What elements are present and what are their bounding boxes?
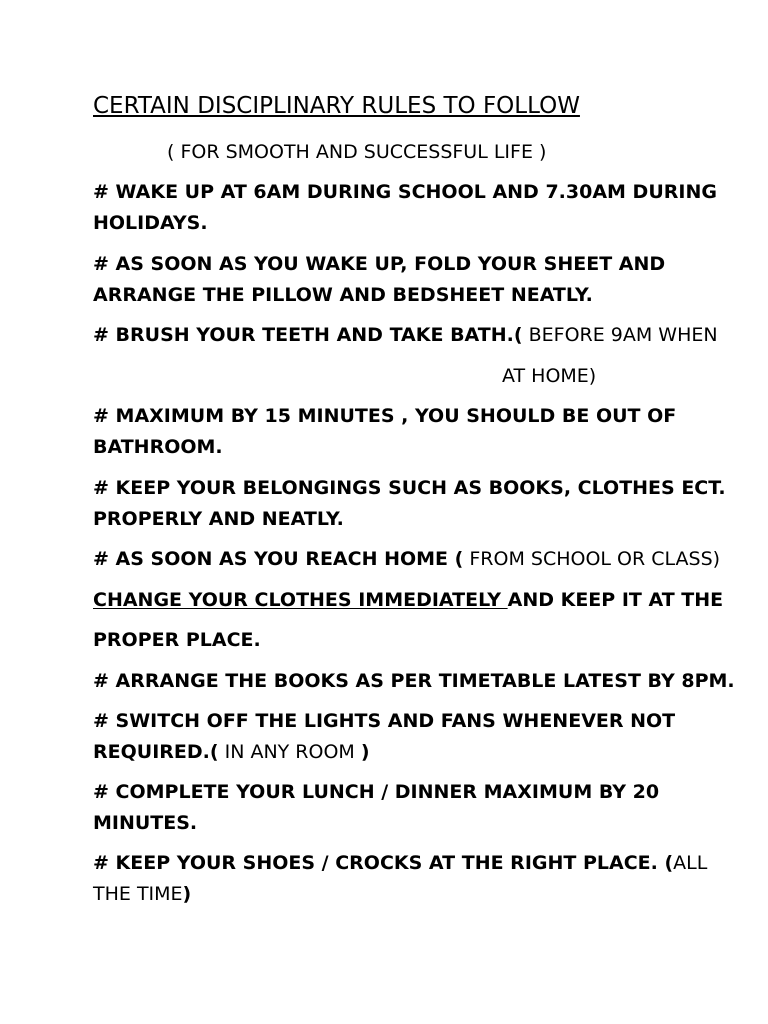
rule-3-bold-text: # BRUSH YOUR TEETH AND TAKE BATH.( [93,324,523,346]
rule-9-line-2: MINUTES. [93,812,198,834]
rule-3-line-1 [93,323,718,347]
document-subtitle: ( FOR SMOOTH AND SUCCESSFUL LIFE ) [167,141,547,163]
rule-2-line-1: # AS SOON AS YOU WAKE UP, FOLD YOUR SHEET AND [93,253,666,275]
rule-10-bold-text: # KEEP YOUR SHOES / CROCKS AT THE RIGHT PLACE. ( [93,852,674,874]
rule-6-normal-text: FROM SCHOOL OR CLASS) [463,548,721,570]
rule-5-line-1: # KEEP YOUR BELONGINGS SUCH AS BOOKS, CLOTHES ECT. [93,477,726,499]
rule-9-line-1: # COMPLETE YOUR LUNCH / DINNER MAXIMUM BY 20 [93,781,660,803]
rule-6-line-2 [93,588,723,612]
rule-10-bold-end: ) [182,883,192,905]
rule-8-line-1: # SWITCH OFF THE LIGHTS AND FANS WHENEVER NOT [93,710,676,732]
document-title: CERTAIN DISCIPLINARY RULES TO FOLLOW [93,93,580,119]
rule-7-line-1: # ARRANGE THE BOOKS AS PER TIMETABLE LATEST BY 8PM. [93,670,735,692]
rule-8-bold-text: REQUIRED.( [93,741,219,763]
rule-10-line-1 [93,851,707,875]
rule-4-line-1: # MAXIMUM BY 15 MINUTES , YOU SHOULD BE OUT OF [93,405,677,427]
rule-6-line-3: PROPER PLACE. [93,629,261,651]
rule-2-line-2: ARRANGE THE PILLOW AND BEDSHEET NEATLY. [93,284,593,306]
rule-6-line-1 [93,547,720,571]
rule-5-line-2: PROPERLY AND NEATLY. [93,508,344,530]
rule-3-line-2: AT HOME) [502,365,597,387]
rule-10-line-2 [93,882,191,906]
rule-6-bold-continuation: AND KEEP IT AT THE [507,589,724,611]
rule-1-line-1: # WAKE UP AT 6AM DURING SCHOOL AND 7.30AM DURING [93,181,717,203]
rule-10-normal-continuation: THE TIME [93,883,183,905]
rule-6-bold-text: # AS SOON AS YOU REACH HOME ( [93,548,464,570]
rule-1-line-2: HOLIDAYS. [93,212,208,234]
rule-8-bold-end: ) [360,741,370,763]
rule-8-normal-text: IN ANY ROOM [218,741,361,763]
rule-8-line-2 [93,740,370,764]
rule-6-underlined-text: CHANGE YOUR CLOTHES IMMEDIATELY [93,589,508,611]
rule-3-normal-text: BEFORE 9AM WHEN [522,324,718,346]
rule-4-line-2: BATHROOM. [93,436,223,458]
rule-10-normal-text: ALL [673,852,708,874]
